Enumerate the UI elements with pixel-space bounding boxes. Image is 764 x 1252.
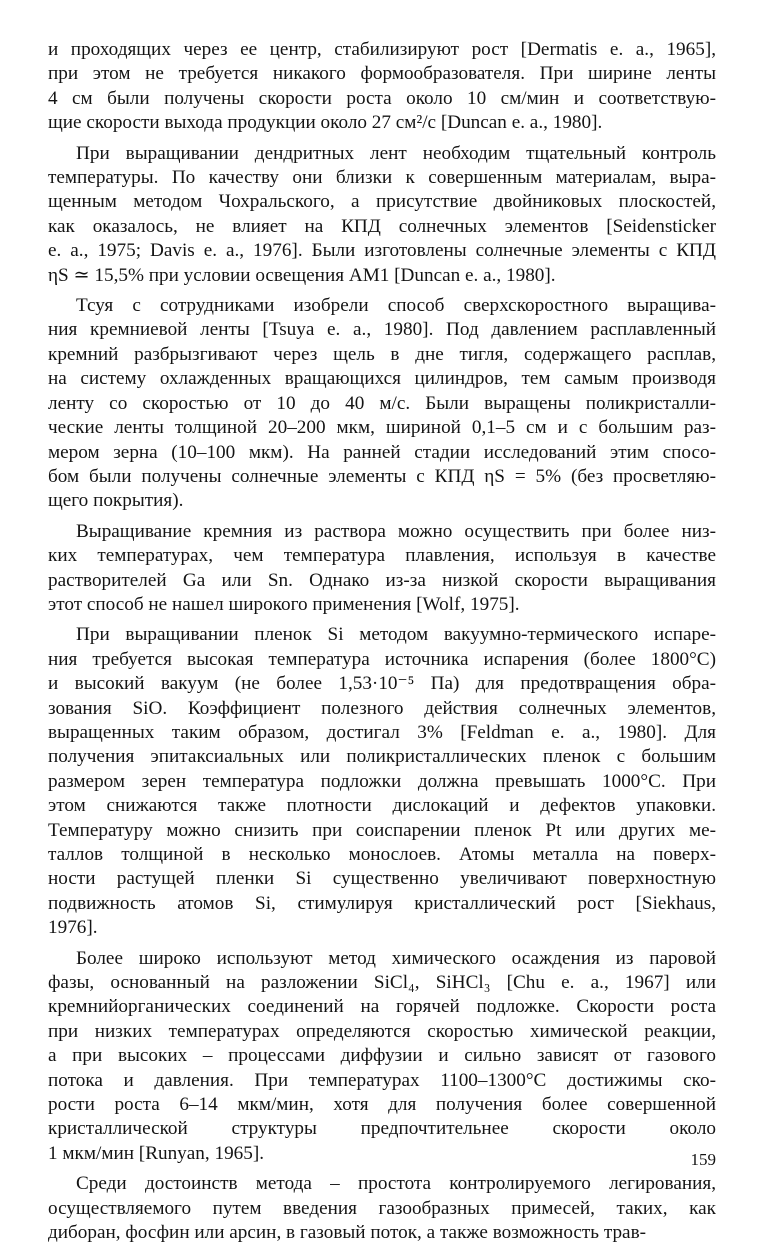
text-line: получения эпитаксиальных или поликристаллических пленок с большим <box>48 746 716 768</box>
text-line: кристаллической структуры предпочтительнее скорости около <box>48 1118 716 1140</box>
text-line: этом снижаются также плотности дислокаций и дефектов упаковки. <box>48 795 716 817</box>
text-line: ких температурах, чем температура плавления, используя в качестве <box>48 545 716 567</box>
text-line: и высокий вакуум (не более 1,53·10⁻⁵ Па) для предотвращения обра- <box>48 673 716 695</box>
text-line: фазы, основанный на разложении SiCl₄, SiHCl₃ [Chu e. a., 1967] или <box>48 972 716 994</box>
text-line: бом были получены солнечные элементы с КПД ηS = 5% (без просветляю- <box>48 465 716 487</box>
text-line: При выращивании дендритных лент необходим тщательный контроль <box>76 142 716 164</box>
text-line: а при высоких – процессами диффузии и сильно зависят от газового <box>48 1045 716 1067</box>
text-line: щие скорости выхода продукции около 27 см²/с [Duncan e. a., 1980]. <box>48 112 603 134</box>
text-line: температуры. По качеству они близки к совершенным материалам, выра- <box>48 167 716 189</box>
text-line: щенным методом Чохральского, а присутствие двойниковых плоскостей, <box>48 191 716 213</box>
text-line: ческие ленты толщиной 20–200 мкм, шириной 0,1–5 см и с большим раз- <box>48 417 716 439</box>
text-line: 1 мкм/мин [Runyan, 1965]. <box>48 1142 265 1164</box>
text-line: мером зерна (10–100 мкм). На ранней стадии исследований этим спосо- <box>48 441 716 463</box>
paragraph <box>48 520 716 618</box>
text-line: таллов толщиной в несколько монослоев. Атомы металла на поверх- <box>48 844 716 865</box>
book-page <box>48 38 716 1252</box>
text-line: зования SiO. Коэффициент полезного действия солнечных элементов, <box>48 697 716 719</box>
text-line: размером зерен температура подложки должна превышать 1000°C. При <box>48 770 716 792</box>
text-line: и проходящих через ее центр, стабилизируют рост [Dermatis e. a., 1965], <box>48 39 716 60</box>
paragraph <box>48 294 716 514</box>
text-line: подвижность атомов Si, стимулируя кристаллический рост [Siekhaus, <box>48 892 716 914</box>
text-line: диборан, фосфин или арсин, в газовый поток, а также возможность трав- <box>48 1222 647 1244</box>
paragraph <box>48 623 716 940</box>
text-line: Более широко используют метод химического осаждения из паровой <box>76 947 716 969</box>
text-line: При выращивании пленок Si методом вакуумно-термического испаре- <box>76 624 716 646</box>
page-number: 159 <box>690 1150 716 1169</box>
paragraph <box>48 38 716 136</box>
text-line: 1976]. <box>48 917 98 939</box>
text-line: выращенных таким образом, достигал 3% [Feldman e. a., 1980]. Для <box>48 721 716 743</box>
paragraph <box>48 1172 716 1245</box>
text-line: осуществляемого путем введения газообразных примесей, таких, как <box>48 1197 716 1219</box>
text-line: при низких температурах определяются скоростью химической реакции, <box>48 1020 716 1042</box>
text-line: Тсуя с сотрудниками изобрели способ сверхскоростного выращива- <box>76 295 716 317</box>
text-line: Температуру можно снизить при соиспарении пленок Pt или других ме- <box>48 819 716 841</box>
paragraph <box>48 947 716 1167</box>
text-line: Выращивание кремния из раствора можно осуществить при более низ- <box>76 520 716 542</box>
text-line: e. a., 1975; Davis e. a., 1976]. Были изготовлены солнечные элементы с КПД <box>48 240 716 262</box>
text-line: как оказалось, не влияет на КПД солнечных элементов [Seidensticker <box>48 215 716 237</box>
text-line: на систему охлажденных вращающихся цилиндров, тем самым производя <box>48 368 716 390</box>
paragraph <box>48 142 716 288</box>
text-line: ленту со скоростью от 10 до 40 м/с. Были выращены поликристалли- <box>48 392 716 414</box>
text-line: потока и давления. При температурах 1100–1300°C достижимы ско- <box>48 1069 716 1091</box>
text-line: этот способ не нашел широкого применения [Wolf, 1975]. <box>48 593 520 615</box>
text-line: растворителей Ga или Sn. Однако из-за низкой скорости выращивания <box>48 569 716 591</box>
text-line: кремний разбрызгивают через щель в дне тигля, содержащего расплав, <box>48 343 716 365</box>
text-line: Среди достоинств метода – простота контролируемого легирования, <box>76 1173 716 1195</box>
text-line: при этом не требуется никакого формообразователя. При ширине ленты <box>48 63 716 85</box>
text-line: 4 см были получены скорости роста около 10 см/мин и соответствую- <box>48 87 716 109</box>
text-line: рости роста 6–14 мкм/мин, хотя для получения более совершенной <box>48 1094 716 1116</box>
text-line: ности растущей пленки Si существенно увеличивают поверхностную <box>48 868 716 890</box>
text-line: ния требуется высокая температура источника испарения (более 1800°C) <box>48 648 716 670</box>
text-line: щего покрытия). <box>48 490 184 512</box>
text-line: кремнийорганических соединений на горячей подложке. Скорости роста <box>48 996 716 1018</box>
text-line: ния кремниевой ленты [Tsuya e. a., 1980]. Под давлением расплавленный <box>48 319 716 341</box>
text-line: ηS ≃ 15,5% при условии освещения AM1 [Duncan e. a., 1980]. <box>48 264 556 286</box>
